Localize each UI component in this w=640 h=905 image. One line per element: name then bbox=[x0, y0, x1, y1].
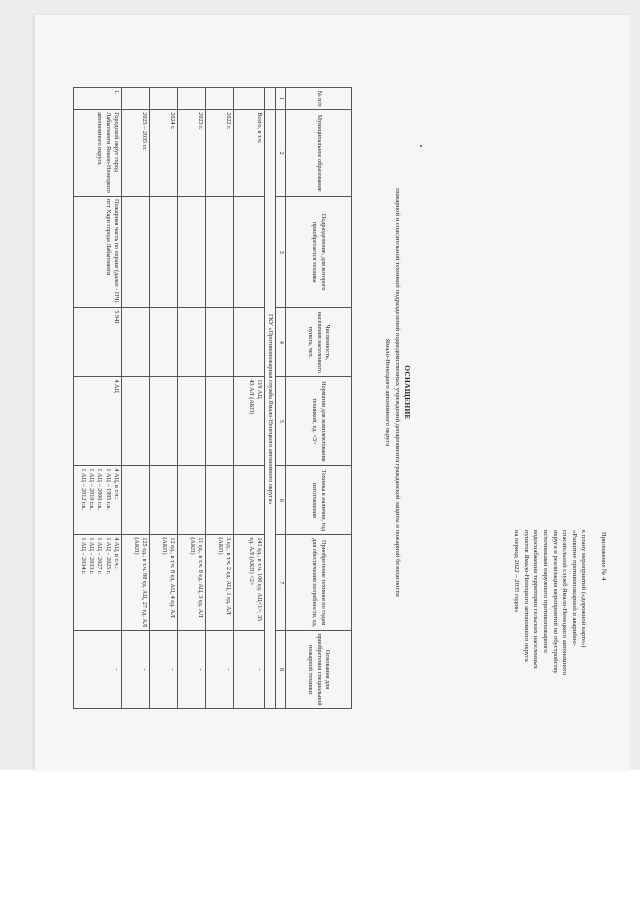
cell-population: 5 941 bbox=[73, 308, 121, 377]
table-row bbox=[149, 88, 177, 709]
cell-available bbox=[233, 466, 264, 535]
cell-available bbox=[121, 466, 149, 535]
section-row bbox=[264, 88, 275, 709]
appendix-line: к плану мероприятий («дорожной карте») bbox=[580, 530, 588, 648]
cell-purchase: 4 АЦ, в т.ч.: 1 АЦ – 2025 г. 1 АЦ – 2027 г. 1 АЦ – 2033 г. 1 АЦ – 2034 г. bbox=[73, 535, 121, 631]
cell-unit bbox=[149, 197, 177, 308]
cell-unit: Пожарная часть по охране (далее - ПЧ) пгт Харп города Лабытнанги bbox=[73, 197, 121, 308]
table-row bbox=[121, 88, 149, 709]
column-number: 7 bbox=[276, 535, 286, 631]
table-row bbox=[205, 88, 233, 709]
header-cell: Муниципальное образование bbox=[286, 110, 352, 197]
cell-num: 1. bbox=[73, 88, 121, 110]
cell-population bbox=[233, 308, 264, 377]
table-row bbox=[73, 88, 121, 709]
cell-purchase: 125 ед., в т.ч. 88 ед. АЦ, 27 ед. АЛ (АКП) bbox=[121, 535, 149, 631]
cell-num bbox=[233, 88, 264, 110]
appendix-line: на период 2022 – 2035 годов» bbox=[513, 530, 521, 613]
rotated-content bbox=[35, 15, 630, 770]
document-subtitle-line: пожарной и спасательной техникой подразделений подведомственных учреждений департамента гражданской защиты и пожарной безопасности bbox=[394, 188, 402, 597]
cell-municipality: 2025 – 2035 гг. bbox=[121, 110, 149, 197]
cell-basis: - bbox=[177, 631, 205, 709]
cell-norm bbox=[177, 377, 205, 466]
cell-basis: - bbox=[149, 631, 177, 709]
cell-num bbox=[177, 88, 205, 110]
document-title: ОСНАЩЕНИЕ bbox=[403, 365, 412, 420]
cell-norm bbox=[205, 377, 233, 466]
cell-basis: - bbox=[233, 631, 264, 709]
cell-num bbox=[149, 88, 177, 110]
appendix-line: спасательной служб Ямало-Ненецкого автономного bbox=[561, 530, 569, 676]
cell-unit bbox=[233, 197, 264, 308]
cell-municipality: Городской округ город Лабытнанги Ямало-Ненецкого автономного округа bbox=[73, 110, 121, 197]
section-title: ГКУ «Противопожарная служба Ямало-Ненецкого автономного округа» bbox=[264, 110, 275, 709]
cell-purchase: 141 ед., в т.ч. 106 ед. АЦ<1>, 35 ед. АЛ (АКП) <2> bbox=[233, 535, 264, 631]
cell-available bbox=[205, 466, 233, 535]
header-cell: Основания для приобретения специальной пожарной техники bbox=[286, 631, 352, 709]
column-number: 8 bbox=[276, 631, 286, 709]
cell-available bbox=[177, 466, 205, 535]
cell-municipality: 2024 г. bbox=[149, 110, 177, 197]
cell-municipality: 2023 г. bbox=[177, 110, 205, 197]
cell-basis: - bbox=[205, 631, 233, 709]
cell-purchase: 3 ед., в т.ч. 2 ед. АЦ, 1 ед. АЛ (АКП) bbox=[205, 535, 233, 631]
header-cell: № п/п bbox=[286, 88, 352, 110]
cell-population bbox=[121, 308, 149, 377]
cell-population bbox=[177, 308, 205, 377]
table-header-row bbox=[286, 88, 352, 709]
cell-unit bbox=[121, 197, 149, 308]
cell-municipality: 2022 г. bbox=[205, 110, 233, 197]
scan-footer bbox=[0, 770, 640, 905]
appendix-line: пунктов Ямало-Ненецкого автономного округа bbox=[522, 530, 530, 662]
table-row bbox=[177, 88, 205, 709]
document-heading bbox=[383, 15, 412, 770]
cell-num bbox=[205, 88, 233, 110]
appendix-block bbox=[512, 530, 608, 760]
section-cell-empty bbox=[264, 88, 275, 110]
cell-unit bbox=[177, 197, 205, 308]
cell-municipality: Всего, в т.ч. bbox=[233, 110, 264, 197]
column-number: 5 bbox=[276, 377, 286, 466]
cell-norm: 4 АЦ bbox=[73, 377, 121, 466]
appendix-line: «Развитие противопожарной и аварийно- bbox=[570, 530, 578, 646]
appendix-line: округа и реализация мероприятий по обустройству bbox=[551, 530, 559, 674]
table-row bbox=[233, 88, 264, 709]
cell-norm bbox=[149, 377, 177, 466]
cell-basis: - bbox=[73, 631, 121, 709]
cell-population bbox=[149, 308, 177, 377]
equipment-table bbox=[73, 87, 352, 709]
column-number: 4 bbox=[276, 308, 286, 377]
header-cell: Приобретение техники по годам для обеспечения потребности, ед. bbox=[286, 535, 352, 631]
column-number: 6 bbox=[276, 466, 286, 535]
cell-purchase: 12 ед., в т.ч. 8 ед. АЦ, 4 ед. АЛ (АКП) bbox=[149, 535, 177, 631]
cell-available bbox=[149, 466, 177, 535]
appendix-line: водоснабжения территории сельских населенных bbox=[532, 530, 540, 669]
cell-available: 4 АЦ, в т.ч.: 1 АЦ – 1995 г.в. 1 АЦ – 2000 г.в. 1 АЦ – 2010 г.в. 1 АЦ – 2012 г.в. bbox=[73, 466, 121, 535]
header-cell: Техника в наличии, год изготовления bbox=[286, 466, 352, 535]
header-cell: Норматив для комплектования техникой, ед. <3> bbox=[286, 377, 352, 466]
document-subtitle-line: Ямало-Ненецкого автономного округа bbox=[384, 338, 392, 447]
cell-num bbox=[121, 88, 149, 110]
appendix-line: источниками наружного противопожарного bbox=[542, 530, 550, 653]
appendix-number: Приложение № 4 bbox=[600, 532, 607, 581]
cell-unit bbox=[205, 197, 233, 308]
cell-purchase: 11 ед., в т.ч. 8 ед. АЦ, 3 ед. АЛ (АКП) bbox=[177, 535, 205, 631]
cell-basis: - bbox=[121, 631, 149, 709]
column-number: 2 bbox=[276, 110, 286, 197]
column-number-row bbox=[276, 88, 286, 709]
cell-population bbox=[205, 308, 233, 377]
column-number: 3 bbox=[276, 197, 286, 308]
column-number: 1 bbox=[276, 88, 286, 110]
cell-norm bbox=[121, 377, 149, 466]
header-cell: Подразделение, для которого приобретается техника bbox=[286, 197, 352, 308]
cell-norm: 119 АЦ 43 АЛ (АКП) bbox=[233, 377, 264, 466]
header-cell: Численность, населения населенного пункта, чел. bbox=[286, 308, 352, 377]
